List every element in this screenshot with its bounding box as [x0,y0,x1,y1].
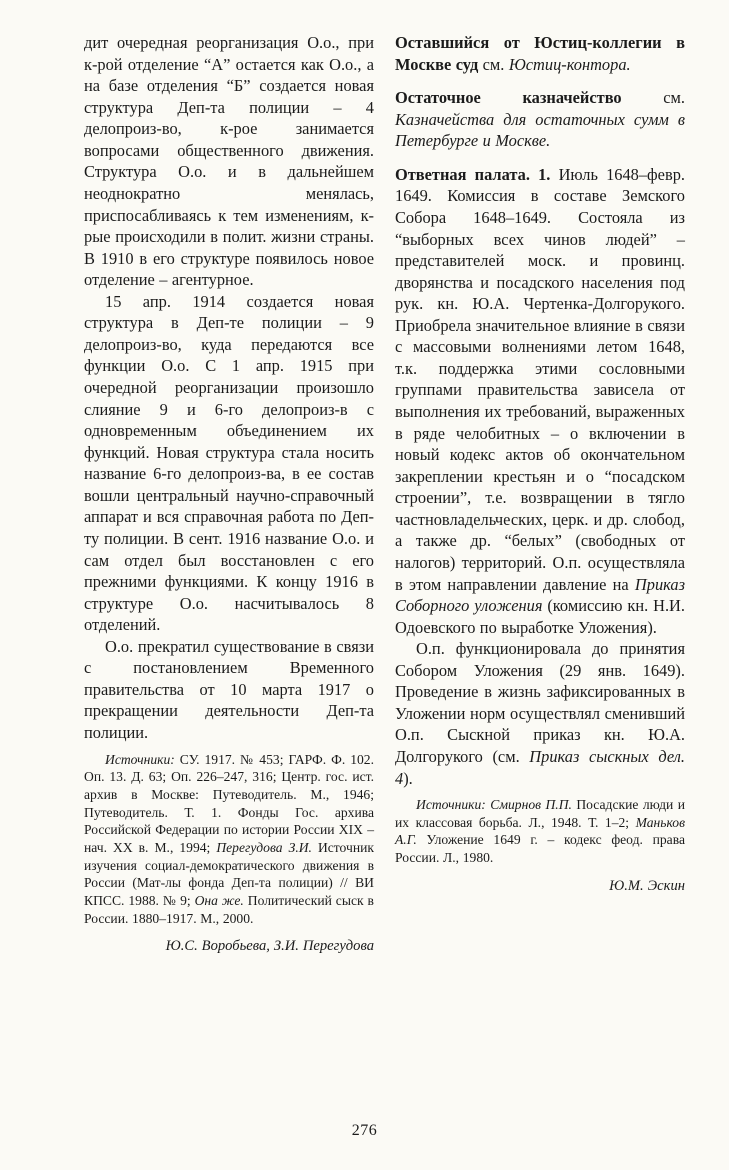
body-paragraph [395,638,685,789]
text-run: Остаточное казначейство [395,88,622,108]
page-number: 276 [351,1122,378,1139]
text-run: Источники: [105,751,175,767]
text-run: 15 апр. 1914 создается новая структура в Деп-те полиции – 9 делопроиз-во, куда передаются все функции О.о. С 1 апр. 1915 при очередной реорганизации произошло слияние 9 и 6-го делопроиз-в с одновременным объединением их функций. Новая структура стала носить название 6-го делопроиз-ва, в ее состав вошли центральный научно-справочный аппарат и вся справочная работа по Деп-ту полиции. В сент. 1916 название О.о. и сам отдел был восстановлен с его прежними функциями. К концу 1916 в структуре О.о. насчитывалось 8 отделений. [84,291,374,635]
text-run: Она же. [194,892,244,908]
text-run: Ю.С. Воробьева, З.И. Перегудова [165,938,374,955]
text-run: см. [621,88,685,108]
text-run: Источники: [416,797,486,813]
text-run: Ответная палата. 1. [395,164,551,184]
sources-paragraph [395,796,685,867]
text-run: Ю.М. Эскин [609,877,685,894]
text-run: Оставшийся от Юстиц-коллегии в Москве суд [395,33,685,74]
text-columns [84,32,685,956]
sources-paragraph [84,751,374,928]
text-run: Уложение 1649 г. – кодекс феод. права России. Л., 1980. [395,832,685,866]
text-run: Посадские люди и их классовая борьба. Л., 1948. Т. 1–2; [395,797,685,830]
left-column [84,32,374,956]
text-run: Июль 1648–февр. 1649. Комиссия в составе Земского Собора 1648–1649. Состояла из “выборных всех чинов людей” – представителей моск. и провинц. дворянства и посадского населения под рук. кн. Ю.А. Чертенка-Долгорукого. Приобрела значительное влияние в связи с массовыми волнениями летом 1648, т.к. поддержка этими сословными группами правительства зависела от выполнения их требований, выраженных в ряде челобитных – о включении в новый кодекс актов об окончательном закреплении крестьян и о “посадском строении”, т.е. возвращении в тягло частновладельческих, церк. и др. слобод, а также др. “белых” (свободных от налогов) территорий. О.п. осуществляла в этом направлении давление на [395,164,685,594]
text-run: Юстиц-контора. [508,54,631,74]
body-paragraph [84,636,374,744]
text-run: Приказ Соборного уложения [395,574,685,616]
text-run: Приказ сыскных дел. 4 [395,747,685,788]
continued-paragraph [84,32,374,291]
text-run: Казначейства для остаточных сумм в Петербурге и Москве. [395,109,685,151]
right-column [395,32,685,956]
text-run: Перегудова З.И. [216,839,312,855]
text-run: дит очередная реорганизация О.о., при к-рой отделение “А” остается как О.о., а на базе отделения “Б” создается новая структура Деп-та полиции – 4 делопроиз-во, к-рое занимается вопросами общественного движения. Структура О.о. и в дальнейшем неоднократно менялась, приспосабливаясь к тем изменениям, к-рые происходили в полит. жизни страны. В 1910 в его структуре появилось новое отделение – агентурное. [84,33,374,290]
text-run: Маньков А.Г. [395,814,685,848]
text-run: СУ. 1917. № 453; ГАРФ. Ф. 102. Оп. 13. Д. 63; Оп. 226–247, 316; Центр. гос. ист. архив в Москве: Путеводитель. М., 1946; Путеводитель. Т. 1. Фонды Гос. архива Российской Федерации по истории России XIX – нач. XX в. М., 1994; [84,751,374,855]
entry-ostatochnoe-kaznachejstvo [395,87,685,152]
author-signature [84,937,374,956]
text-run: О.о. прекратил существование в связи с постановлением Временного правительства от 10 марта 1917 о прекращении деятельности Деп-та полиции. [84,636,374,742]
text-run: Источник изучения социал-демократического движения в России (Мат-лы фонда Деп-та полиции) // ВИ КПСС. 1988. № 9; [84,839,374,908]
author-signature [395,877,685,896]
text-run: см. [478,54,509,74]
text-run: Политический сыск в России. 1880–1917. М., 2000. [84,892,374,926]
body-paragraph [84,291,374,636]
text-run: (комиссию кн. Н.И. Одоевского по выработке Уложения). [395,596,685,637]
text-run: ). [403,768,413,788]
text-run: Смирнов П.П. [490,797,572,813]
entry-otvetnaya-palata [395,164,685,638]
entry-ostavshijsya-sud [395,32,685,75]
text-run: О.п. функционировала до принятия Собором Уложения (29 янв. 1649). Проведение в жизнь зафиксированных в Уложении норм осуществлял сменивший О.п. Сыскной приказ кн. Ю.А. Долгорукого (см. [395,639,685,766]
